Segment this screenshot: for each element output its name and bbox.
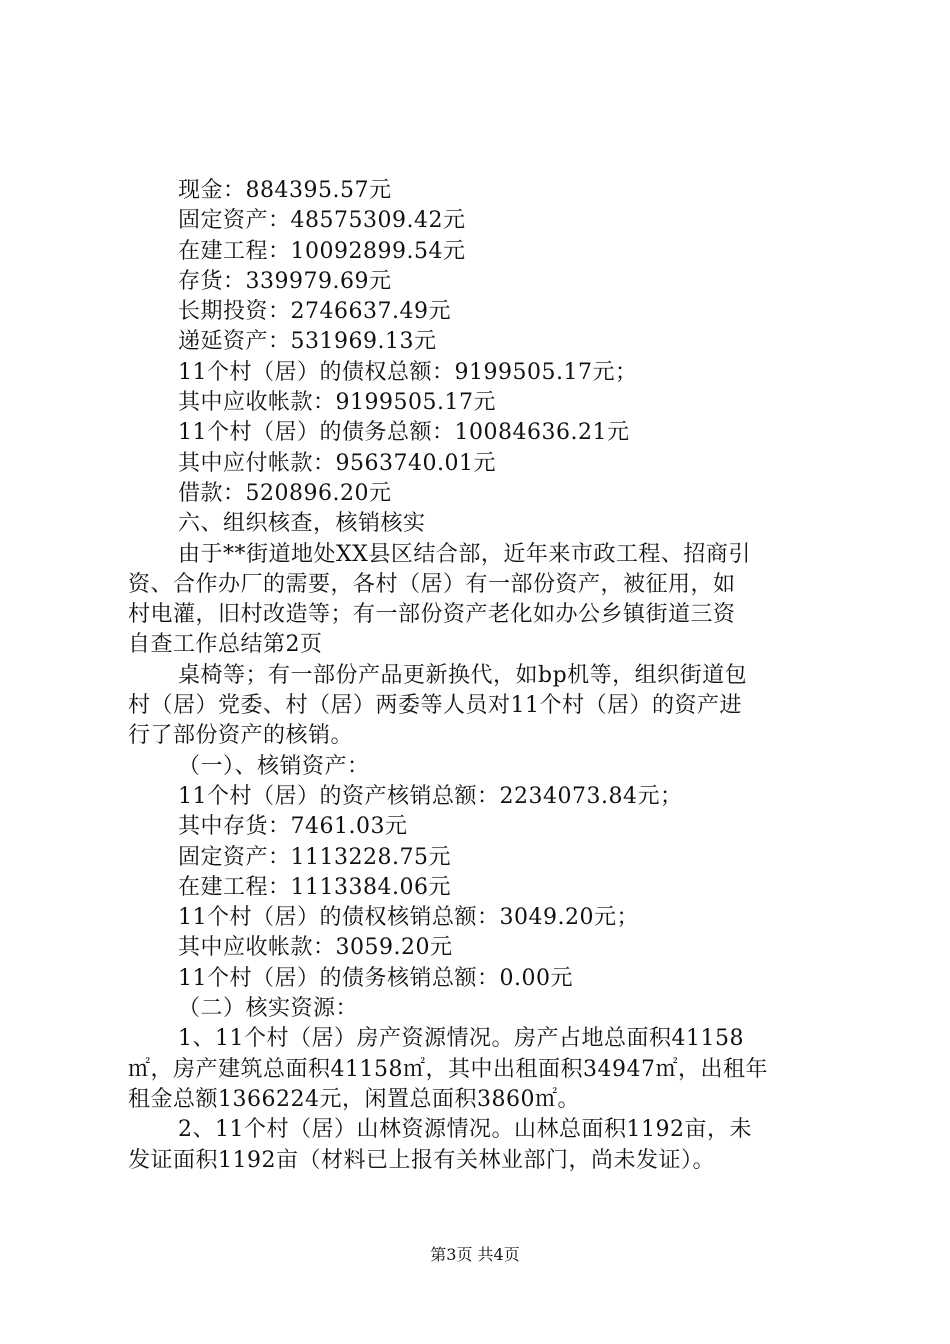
paragraph-line: 桌椅等；有一部份产品更新换代，如bp机等，组织街道包 bbox=[178, 662, 748, 688]
paragraph bbox=[128, 1024, 832, 1115]
text-line: 其中存货：7461.03元 bbox=[178, 814, 408, 840]
paragraph-line: 1、11个村（居）房产资源情况。房产占地总面积41158 bbox=[178, 1026, 744, 1052]
section-heading: 六、组织核查，核销核实 bbox=[178, 511, 426, 537]
text-line: 11个村（居）的债务总额：10084636.21元 bbox=[178, 420, 630, 446]
text-line: 借款：520896.20元 bbox=[178, 480, 392, 506]
paragraph-line: 村（居）党委、村（居）两委等人员对11个村（居）的资产进 bbox=[128, 693, 742, 719]
page-footer: 第3页 共4页 bbox=[430, 1245, 520, 1264]
subsection-heading: （二）核实资源： bbox=[178, 996, 359, 1022]
text-line: 其中应付帐款：9563740.01元 bbox=[178, 450, 496, 476]
paragraph-line: ㎡，房产建筑总面积41158㎡，其中出租面积34947㎡，出租年 bbox=[128, 1056, 768, 1082]
paragraph bbox=[128, 1115, 832, 1176]
paragraph-line: 自查工作总结第2页 bbox=[128, 632, 323, 658]
text-line: 递延资产：531969.13元 bbox=[178, 329, 437, 355]
text-line: 11个村（居）的资产核销总额：2234073.84元； bbox=[178, 783, 683, 809]
text-line: 固定资产：1113228.75元 bbox=[178, 844, 451, 870]
text-line: 在建工程：10092899.54元 bbox=[178, 238, 466, 264]
paragraph-line: 2、11个村（居）山林资源情况。山林总面积1192亩，未 bbox=[178, 1117, 752, 1143]
text-line: 长期投资：2746637.49元 bbox=[178, 299, 451, 325]
text-line: 11个村（居）的债权核销总额：3049.20元； bbox=[178, 905, 639, 931]
paragraph bbox=[128, 540, 832, 661]
text-line: 存货：339979.69元 bbox=[178, 268, 392, 294]
text-line: 11个村（居）的债务核销总额：0.00元 bbox=[178, 965, 573, 991]
paragraph-line: 发证面积1192亩（材料已上报有关林业部门，尚未发证）。 bbox=[128, 1147, 715, 1173]
paragraph-line: 由于**街道地处XX县区结合部，近年来市政工程、招商引 bbox=[178, 541, 751, 567]
paragraph-line: 租金总额1366224元，闲置总面积3860㎡。 bbox=[128, 1086, 580, 1112]
text-line: 其中应收帐款：3059.20元 bbox=[178, 935, 453, 961]
text-line: 固定资产：48575309.42元 bbox=[178, 208, 466, 234]
text-line: 在建工程：1113384.06元 bbox=[178, 874, 451, 900]
paragraph bbox=[128, 661, 832, 752]
document-body bbox=[128, 176, 832, 1176]
text-line: 其中应收帐款：9199505.17元 bbox=[178, 390, 496, 416]
text-line: 11个村（居）的债权总额：9199505.17元； bbox=[178, 359, 638, 385]
paragraph-line: 资、合作办厂的需要，各村（居）有一部份资产，被征用，如 bbox=[128, 571, 736, 597]
paragraph-line: 村电灌，旧村改造等；有一部份资产老化如办公乡镇街道三资 bbox=[128, 602, 736, 628]
text-line: 现金：884395.57元 bbox=[178, 178, 392, 203]
subsection-heading: （一）、核销资产： bbox=[178, 753, 370, 779]
paragraph-line: 行了部份资产的核销。 bbox=[128, 723, 354, 749]
